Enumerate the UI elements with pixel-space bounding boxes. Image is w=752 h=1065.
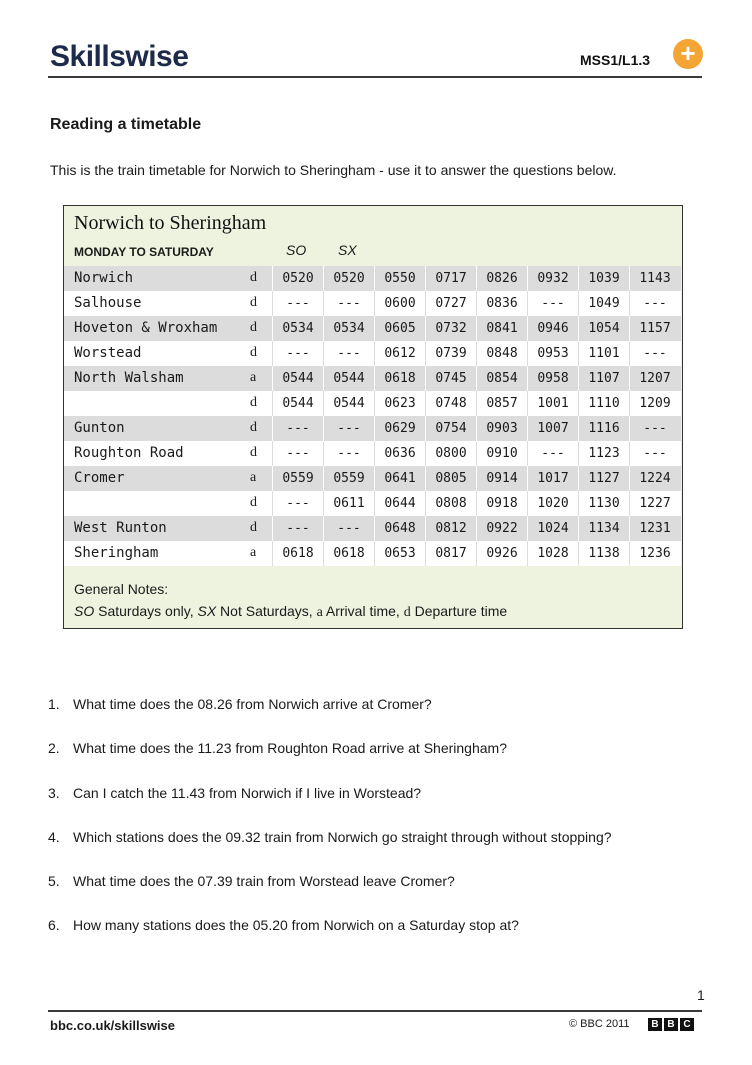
time-cell: 0800 <box>425 441 476 466</box>
time-cell: 0748 <box>425 391 476 416</box>
time-cell: 1143 <box>629 266 680 291</box>
time-cell: 0520 <box>272 266 323 291</box>
time-cell: --- <box>629 291 680 316</box>
time-cell: 1236 <box>629 541 680 566</box>
timetable-box <box>63 205 683 629</box>
question-number: 4. <box>48 829 60 845</box>
notes-text <box>74 603 507 621</box>
time-cell: --- <box>629 341 680 366</box>
timetable-days: MONDAY TO SATURDAY <box>74 245 214 259</box>
time-cell: 0618 <box>374 366 425 391</box>
note-so: SO <box>74 603 95 619</box>
question-number: 3. <box>48 785 60 801</box>
station-name: Hoveton & Wroxham <box>74 320 218 336</box>
time-cell: 1227 <box>629 491 680 516</box>
question-number: 5. <box>48 873 60 889</box>
note-sx: SX <box>197 603 217 619</box>
table-row <box>64 441 681 466</box>
arrival-departure-flag: d <box>250 345 257 360</box>
time-cell: 1127 <box>578 466 629 491</box>
column-sx-label: SX <box>338 242 357 258</box>
time-cell: 1049 <box>578 291 629 316</box>
station-name: Cromer <box>74 470 125 486</box>
question-item <box>48 829 612 845</box>
station-name: West Runton <box>74 520 167 536</box>
time-cell: --- <box>272 291 323 316</box>
time-cell: 0544 <box>272 366 323 391</box>
footer-divider <box>48 1010 702 1012</box>
station-name: Norwich <box>74 270 134 286</box>
table-row <box>64 266 681 291</box>
note-a: a <box>316 605 323 620</box>
time-cell: 0550 <box>374 266 425 291</box>
time-cell: 0520 <box>323 266 374 291</box>
time-cell: 0836 <box>476 291 527 316</box>
note-sx-text: Not Saturdays, <box>216 603 317 619</box>
time-cell: 0817 <box>425 541 476 566</box>
time-cell: 0612 <box>374 341 425 366</box>
time-cell: 1107 <box>578 366 629 391</box>
time-cell: 0848 <box>476 341 527 366</box>
page-number: 1 <box>697 987 705 1003</box>
time-cell: 1028 <box>527 541 578 566</box>
time-cell: 0623 <box>374 391 425 416</box>
arrival-departure-flag: d <box>250 395 257 410</box>
time-cell: 0910 <box>476 441 527 466</box>
time-cell: 0727 <box>425 291 476 316</box>
time-cell: 0732 <box>425 316 476 341</box>
question-item <box>48 917 519 933</box>
time-cell: 1224 <box>629 466 680 491</box>
time-cell: --- <box>272 491 323 516</box>
time-cell: 0739 <box>425 341 476 366</box>
table-row <box>64 316 681 341</box>
time-cell: 0534 <box>323 316 374 341</box>
page-title: Reading a timetable <box>50 116 202 133</box>
time-cell: 0826 <box>476 266 527 291</box>
bbc-letter: B <box>664 1018 678 1031</box>
time-cell: 0618 <box>323 541 374 566</box>
arrival-departure-flag: d <box>250 320 257 335</box>
time-cell: 0648 <box>374 516 425 541</box>
bbc-letter: C <box>680 1018 694 1031</box>
table-row <box>64 491 681 516</box>
time-cell: --- <box>527 291 578 316</box>
timetable-grid <box>64 266 681 566</box>
arrival-departure-flag: a <box>250 370 257 385</box>
time-cell: 1017 <box>527 466 578 491</box>
note-so-text: Saturdays only, <box>94 603 198 619</box>
time-cell: 1130 <box>578 491 629 516</box>
time-cell: 1209 <box>629 391 680 416</box>
time-cell: 1231 <box>629 516 680 541</box>
time-cell: --- <box>272 516 323 541</box>
time-cell: 0644 <box>374 491 425 516</box>
time-cell: --- <box>323 416 374 441</box>
plus-icon: + <box>673 39 703 69</box>
time-cell: 0600 <box>374 291 425 316</box>
note-d: d <box>403 605 411 620</box>
time-cell: 0559 <box>323 466 374 491</box>
arrival-departure-flag: a <box>250 470 257 485</box>
time-cell: 0544 <box>272 391 323 416</box>
table-row <box>64 466 681 491</box>
station-name: Salhouse <box>74 295 142 311</box>
station-name: Gunton <box>74 420 125 436</box>
time-cell: 0605 <box>374 316 425 341</box>
time-cell: 0611 <box>323 491 374 516</box>
time-cell: 1007 <box>527 416 578 441</box>
time-cell: 1134 <box>578 516 629 541</box>
bbc-letter: B <box>648 1018 662 1031</box>
question-item <box>48 740 507 756</box>
time-cell: --- <box>323 291 374 316</box>
question-text: Can I catch the 11.43 from Norwich if I live in Worstead? <box>73 785 422 801</box>
question-item <box>48 873 455 889</box>
time-cell: 0653 <box>374 541 425 566</box>
question-item <box>48 785 421 801</box>
question-item <box>48 696 432 712</box>
column-so-label: SO <box>286 242 307 258</box>
time-cell: --- <box>527 441 578 466</box>
time-cell: 0958 <box>527 366 578 391</box>
time-cell: 0841 <box>476 316 527 341</box>
time-cell: 1101 <box>578 341 629 366</box>
time-cell: 0808 <box>425 491 476 516</box>
time-cell: 0857 <box>476 391 527 416</box>
time-cell: 1024 <box>527 516 578 541</box>
time-cell: 1054 <box>578 316 629 341</box>
time-cell: --- <box>629 416 680 441</box>
time-cell: --- <box>323 441 374 466</box>
note-d-text: Departure time <box>410 603 508 619</box>
time-cell: 1001 <box>527 391 578 416</box>
time-cell: 0922 <box>476 516 527 541</box>
note-a-text: Arrival time, <box>322 603 404 619</box>
time-cell: 1138 <box>578 541 629 566</box>
table-row <box>64 516 681 541</box>
time-cell: --- <box>323 341 374 366</box>
time-cell: 0926 <box>476 541 527 566</box>
table-row <box>64 541 681 566</box>
time-cell: 0544 <box>323 391 374 416</box>
question-text: How many stations does the 05.20 from Norwich on a Saturday stop at? <box>73 917 519 933</box>
question-number: 6. <box>48 917 60 933</box>
timetable-title: Norwich to Sheringham <box>74 212 267 234</box>
time-cell: 0812 <box>425 516 476 541</box>
time-cell: --- <box>272 341 323 366</box>
notes-heading: General Notes: <box>74 581 169 597</box>
time-cell: 0854 <box>476 366 527 391</box>
arrival-departure-flag: d <box>250 445 257 460</box>
question-text: What time does the 11.23 from Roughton Road arrive at Sheringham? <box>73 740 507 756</box>
question-text: Which stations does the 09.32 train from Norwich go straight through without stopping? <box>73 829 612 845</box>
time-cell: 0914 <box>476 466 527 491</box>
time-cell: 0953 <box>527 341 578 366</box>
question-text: What time does the 08.26 from Norwich arrive at Cromer? <box>73 696 432 712</box>
arrival-departure-flag: d <box>250 295 257 310</box>
time-cell: 0717 <box>425 266 476 291</box>
time-cell: 0903 <box>476 416 527 441</box>
time-cell: 0534 <box>272 316 323 341</box>
question-text: What time does the 07.39 train from Worstead leave Cromer? <box>73 873 455 889</box>
question-number: 1. <box>48 696 60 712</box>
time-cell: 1123 <box>578 441 629 466</box>
station-name: Roughton Road <box>74 445 184 461</box>
site-url: bbc.co.uk/skillswise <box>50 1018 175 1033</box>
time-cell: 0618 <box>272 541 323 566</box>
time-cell: --- <box>272 416 323 441</box>
time-cell: --- <box>629 441 680 466</box>
arrival-departure-flag: d <box>250 420 257 435</box>
station-name: North Walsham <box>74 370 184 386</box>
time-cell: 1110 <box>578 391 629 416</box>
time-cell: 0745 <box>425 366 476 391</box>
station-name: Sheringham <box>74 545 159 561</box>
bbc-logo <box>648 1018 694 1031</box>
time-cell: 0805 <box>425 466 476 491</box>
time-cell: 0918 <box>476 491 527 516</box>
table-row <box>64 366 681 391</box>
time-cell: --- <box>272 441 323 466</box>
table-row <box>64 416 681 441</box>
worksheet-code: MSS1/L1.3 <box>580 52 651 68</box>
table-row <box>64 391 681 416</box>
time-cell: 1116 <box>578 416 629 441</box>
intro-text: This is the train timetable for Norwich to Sheringham - use it to answer the questions below. <box>50 162 617 178</box>
arrival-departure-flag: d <box>250 495 257 510</box>
time-cell: 0754 <box>425 416 476 441</box>
time-cell: 1157 <box>629 316 680 341</box>
time-cell: 0544 <box>323 366 374 391</box>
time-cell: 0641 <box>374 466 425 491</box>
arrival-departure-flag: a <box>250 545 257 560</box>
header-divider <box>48 76 702 78</box>
table-row <box>64 291 681 316</box>
time-cell: 0946 <box>527 316 578 341</box>
time-cell: 0559 <box>272 466 323 491</box>
table-row <box>64 341 681 366</box>
time-cell: 0932 <box>527 266 578 291</box>
skillswise-logo: Skillswise <box>50 40 189 73</box>
arrival-departure-flag: d <box>250 270 257 285</box>
time-cell: 1207 <box>629 366 680 391</box>
time-cell: 0636 <box>374 441 425 466</box>
arrival-departure-flag: d <box>250 520 257 535</box>
time-cell: 1020 <box>527 491 578 516</box>
question-number: 2. <box>48 740 60 756</box>
copyright: © BBC 2011 <box>569 1018 630 1030</box>
station-name: Worstead <box>74 345 142 361</box>
time-cell: --- <box>323 516 374 541</box>
time-cell: 0629 <box>374 416 425 441</box>
time-cell: 1039 <box>578 266 629 291</box>
